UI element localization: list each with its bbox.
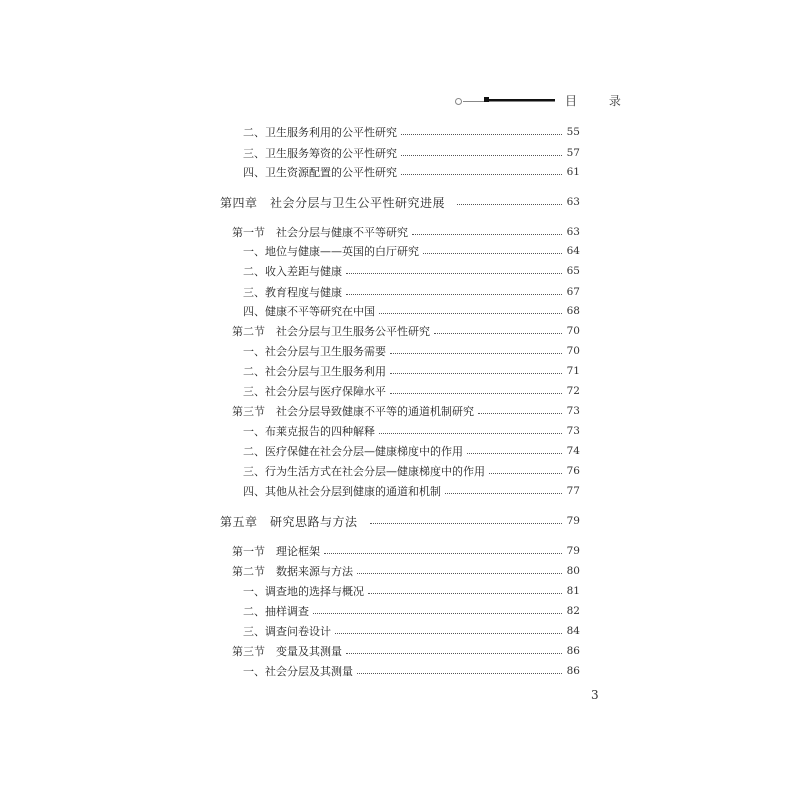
dot-leader xyxy=(370,522,562,524)
toc-page-number: 74 xyxy=(566,445,580,457)
toc-entry-subchapter[interactable] xyxy=(232,323,580,339)
toc-entry-subchapter[interactable] xyxy=(232,224,580,240)
toc-entry-section[interactable] xyxy=(243,583,580,599)
dot-leader xyxy=(390,352,562,354)
toc-entry-label: 四、其他从社会分层到健康的通道和机制 xyxy=(243,485,441,498)
toc-page-number: 86 xyxy=(566,665,580,677)
dot-leader xyxy=(467,452,562,454)
toc-page-number: 67 xyxy=(566,286,580,298)
toc-page-number: 65 xyxy=(566,265,580,277)
toc-entry-label: 第四章 社会分层与卫生公平性研究进展 xyxy=(220,195,446,210)
toc-entry-label: 一、布莱克报告的四种解释 xyxy=(243,425,375,438)
dot-leader xyxy=(379,432,562,434)
toc-entry-label: 三、调查问卷设计 xyxy=(243,625,331,638)
dot-leader xyxy=(368,592,562,594)
toc-page-number: 63 xyxy=(566,196,580,208)
toc-entry-label: 二、收入差距与健康 xyxy=(243,265,342,278)
toc-page-number: 71 xyxy=(566,365,580,377)
toc-entry-section[interactable] xyxy=(243,483,580,499)
dot-leader xyxy=(379,312,562,314)
toc-entry-label: 四、卫生资源配置的公平性研究 xyxy=(243,166,397,179)
dot-leader xyxy=(401,154,562,156)
dot-leader xyxy=(346,272,562,274)
toc-entry-section[interactable] xyxy=(243,623,580,639)
toc-page-number: 73 xyxy=(566,405,580,417)
dot-leader xyxy=(489,472,562,474)
toc-entry-label: 一、社会分层及其测量 xyxy=(243,665,353,678)
toc-entry-label: 一、调查地的选择与概况 xyxy=(243,585,364,598)
toc-page-number: 61 xyxy=(566,166,580,178)
toc-entry-section[interactable] xyxy=(243,303,580,319)
toc-page-number: 76 xyxy=(566,465,580,477)
toc-entry-subchapter[interactable] xyxy=(232,563,580,579)
dot-leader xyxy=(357,572,562,574)
toc-entry-section[interactable] xyxy=(243,243,580,259)
toc-entry-label: 第二节 数据来源与方法 xyxy=(232,565,353,578)
dot-leader xyxy=(457,203,562,205)
toc-entry-label: 第三节 社会分层导致健康不平等的通道机制研究 xyxy=(232,405,474,418)
toc-entry-label: 一、社会分层与卫生服务需要 xyxy=(243,345,386,358)
toc-entry-label: 三、卫生服务筹资的公平性研究 xyxy=(243,147,397,160)
toc-entry-label: 二、卫生服务利用的公平性研究 xyxy=(243,126,397,139)
toc-page-number: 55 xyxy=(566,126,580,138)
header-title: 目 录 xyxy=(565,94,635,108)
toc-entry-label: 三、社会分层与医疗保障水平 xyxy=(243,385,386,398)
toc-entry-section[interactable] xyxy=(243,284,580,300)
toc-entry-section[interactable] xyxy=(243,443,580,459)
toc-entry-section[interactable] xyxy=(243,663,580,679)
dot-leader xyxy=(357,672,562,674)
toc-page-number: 63 xyxy=(566,226,580,238)
dot-leader xyxy=(324,552,562,554)
dot-leader xyxy=(423,252,562,254)
toc-entry-section[interactable] xyxy=(243,343,580,359)
toc-entry-label: 第五章 研究思路与方法 xyxy=(220,514,358,529)
toc-page-number: 68 xyxy=(566,305,580,317)
toc-entry-subchapter[interactable] xyxy=(232,543,580,559)
toc-entry-subchapter[interactable] xyxy=(232,403,580,419)
toc-entry-label: 二、抽样调查 xyxy=(243,605,309,618)
toc-entry-label: 三、行为生活方式在社会分层—健康梯度中的作用 xyxy=(243,465,485,478)
toc-page-number: 79 xyxy=(566,515,580,527)
toc-entry-chapter[interactable] xyxy=(220,513,580,529)
dot-leader xyxy=(445,492,562,494)
dot-leader xyxy=(390,392,562,394)
toc-entry-section[interactable] xyxy=(243,603,580,619)
toc-entry-label: 二、社会分层与卫生服务利用 xyxy=(243,365,386,378)
dot-leader xyxy=(401,133,562,135)
dot-leader xyxy=(313,612,562,614)
dot-leader xyxy=(390,372,562,374)
toc-entry-section[interactable] xyxy=(243,164,580,180)
toc-page-number: 82 xyxy=(566,605,580,617)
dot-leader xyxy=(346,652,562,654)
toc-entry-chapter[interactable] xyxy=(220,194,580,210)
toc-page-number: 80 xyxy=(566,565,580,577)
toc-entry-label: 第一节 理论框架 xyxy=(232,545,320,558)
dot-leader xyxy=(434,332,562,334)
toc-entry-label: 第一节 社会分层与健康不平等研究 xyxy=(232,226,408,239)
dot-leader xyxy=(346,293,562,295)
toc-page-number: 57 xyxy=(566,147,580,159)
toc-entry-section[interactable] xyxy=(243,463,580,479)
toc-entry-label: 第二节 社会分层与卫生服务公平性研究 xyxy=(232,325,430,338)
toc-entry-section[interactable] xyxy=(243,423,580,439)
toc-entry-subchapter[interactable] xyxy=(232,643,580,659)
toc-page-number: 64 xyxy=(566,245,580,257)
toc-entry-label: 第三节 变量及其测量 xyxy=(232,645,342,658)
toc-page-number: 86 xyxy=(566,645,580,657)
toc-page-number: 81 xyxy=(566,585,580,597)
toc-page-number: 84 xyxy=(566,625,580,637)
toc-page-number: 77 xyxy=(566,485,580,497)
toc-page-number: 72 xyxy=(566,385,580,397)
dot-leader xyxy=(335,632,562,634)
page-folio-number: 3 xyxy=(591,688,599,702)
toc-page-number: 73 xyxy=(566,425,580,437)
toc-entry-section[interactable] xyxy=(243,383,580,399)
toc-page-number: 70 xyxy=(566,345,580,357)
dot-leader xyxy=(478,412,562,414)
toc-entry-label: 四、健康不平等研究在中国 xyxy=(243,305,375,318)
toc-entry-section[interactable] xyxy=(243,124,580,140)
toc-entry-label: 三、教育程度与健康 xyxy=(243,286,342,299)
toc-entry-section[interactable] xyxy=(243,363,580,379)
dot-leader xyxy=(401,173,562,175)
toc-entry-section[interactable] xyxy=(243,263,580,279)
toc-page-number: 79 xyxy=(566,545,580,557)
dot-leader xyxy=(412,233,562,235)
toc-entry-label: 二、医疗保健在社会分层—健康梯度中的作用 xyxy=(243,445,463,458)
toc-entry-section[interactable] xyxy=(243,145,580,161)
toc-page-number: 70 xyxy=(566,325,580,337)
toc-entry-label: 一、地位与健康——英国的白厅研究 xyxy=(243,245,419,258)
